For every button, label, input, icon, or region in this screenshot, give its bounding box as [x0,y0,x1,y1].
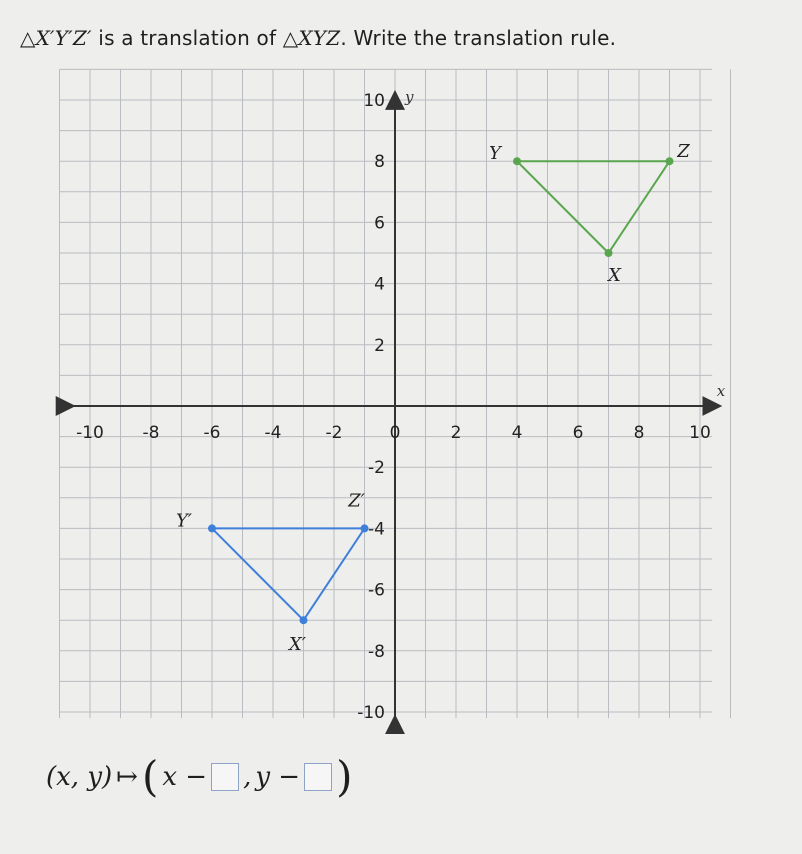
x-tick-label: 8 [633,423,645,443]
x-tick-label: 0 [389,423,401,443]
y-tick-label: 2 [374,335,385,356]
y-tick-label: -4 [368,519,385,540]
rule-x-part: x − [162,762,208,792]
vertex-label: Y [489,143,501,165]
x-tick-label: 4 [511,423,523,443]
vertex-point [361,524,369,532]
vertex-label: Z′ [348,490,365,512]
vertex-point [300,616,308,624]
y-tick-label: 4 [374,274,385,295]
x-tick-label: 2 [450,423,462,443]
vertex-label: Y′ [176,510,192,532]
close-paren: ) [336,752,353,801]
y-tick-label: 8 [374,152,385,173]
vertex-label: X [608,265,621,286]
vertex-point [513,157,521,165]
translated-triangle-name: △X′Y′Z′ [20,26,92,50]
x-tick-label: -10 [76,423,104,443]
question-suffix: . Write the translation rule. [340,26,617,50]
x-tick-label: -2 [325,423,343,443]
y-shift-input[interactable] [304,763,332,791]
vertex-point [666,157,674,165]
vertex-point [208,524,216,532]
x-tick-label: -8 [142,423,160,443]
vertex-label: X′ [289,634,306,656]
x-tick-label: 6 [572,423,584,443]
x-shift-input[interactable] [211,763,239,791]
y-tick-label: -6 [368,580,385,601]
rule-comma: , [243,762,252,792]
y-axis-label: y [405,88,414,106]
x-tick-label: 10 [689,423,711,443]
y-tick-label: -10 [357,703,385,723]
translation-rule [46,752,353,801]
x-tick-label: -6 [203,423,221,443]
rule-y-part: y − [255,762,301,792]
original-triangle-name: △XYZ [282,26,341,50]
vertex-label: Z [677,141,690,163]
vertex-point [605,249,613,257]
triangle-X′Y′Z′ [212,528,365,620]
triangle-XYZ [517,161,670,253]
y-tick-label: -8 [368,641,385,662]
open-paren: ( [141,752,159,801]
maps-to-arrow: ↦ [116,762,138,792]
question-middle: is a translation of [91,26,283,50]
x-axis-label: x [716,382,726,400]
rule-lhs: (x, y) [46,762,113,792]
y-tick-label: 6 [374,213,385,234]
x-tick-label: -4 [264,423,282,443]
y-tick-label: 10 [363,91,385,111]
y-tick-label: -2 [368,458,385,479]
